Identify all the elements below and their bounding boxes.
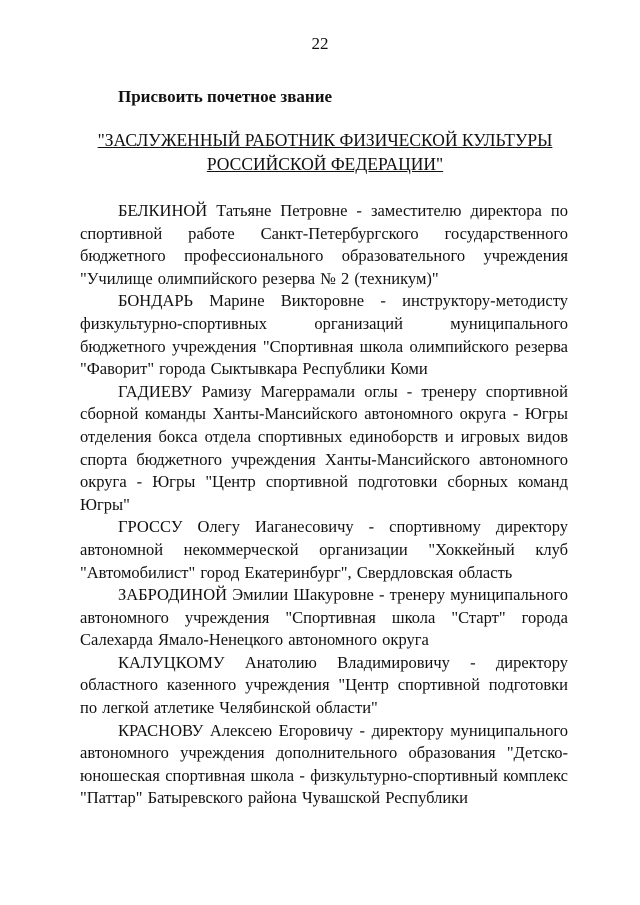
awardee-zabrodina: ЗАБРОДИНОЙ Эмилии Шакуровне - тренеру муниципального автономного учреждения "Спортивная школа "Старт" города Салехарда Ямало-Ненецкого автономного округа [80,585,568,650]
decree-heading: Присвоить почетное звание [118,87,333,106]
awardee-krasnov: КРАСНОВУ Алексею Егоровичу - директору муниципального автономного учреждения дополнительного образования "Детско-юношеская спортивная школа - физкультурно-спортивный комплекс "Паттар" Батыревского района Чувашской Республики [80,720,568,808]
awardee-grossu: ГРОССУ Олегу Иаганесовичу - спортивному директору автономной некоммерческой организации "Хоккейный клуб "Автомобилист" город Екатеринбург", Свердловская область [80,517,568,582]
awardee-gadiev: ГАДИЕВУ Рамизу Магеррамали оглы - тренеру спортивной сборной команды Ханты-Мансийского автономного округа - Югры отделения бокса отдела спортивных единоборств и игровых видов спорта бюджетного учреждения Ханты-Мансийского автономного округа - Югры "Центр спортивной подготовки сборных команд Югры" [80,381,568,514]
honorary-title-line-1: "ЗАСЛУЖЕННЫЙ РАБОТНИК ФИЗИЧЕСКОЙ КУЛЬТУРЫ [97,130,553,150]
awardee-kalutsky: КАЛУЦКОМУ Анатолию Владимировичу - директору областного казенного учреждения "Центр спортивной подготовки по легкой атлетике Челябинской области" [80,652,568,718]
page-number: 22 [311,34,329,53]
honorary-title-line-2: РОССИЙСКОЙ ФЕДЕРАЦИИ" [206,154,444,174]
awardee-bondar: БОНДАРЬ Марине Викторовне - инструктору-методисту физкультурно-спортивных организаций муниципального бюджетного учреждения "Спортивная школа олимпийского резерва "Фаворит" города Сыктывкара Республики Коми [80,291,568,379]
awardees-list [80,200,568,810]
honorary-title [80,128,570,176]
awardee-belkina: БЕЛКИНОЙ Татьяне Петровне - заместителю директора по спортивной работе Санкт-Петербургского государственного бюджетного профессионального образовательного учреждения "Училище олимпийского резерва № 2 (техникум)" [80,201,568,288]
